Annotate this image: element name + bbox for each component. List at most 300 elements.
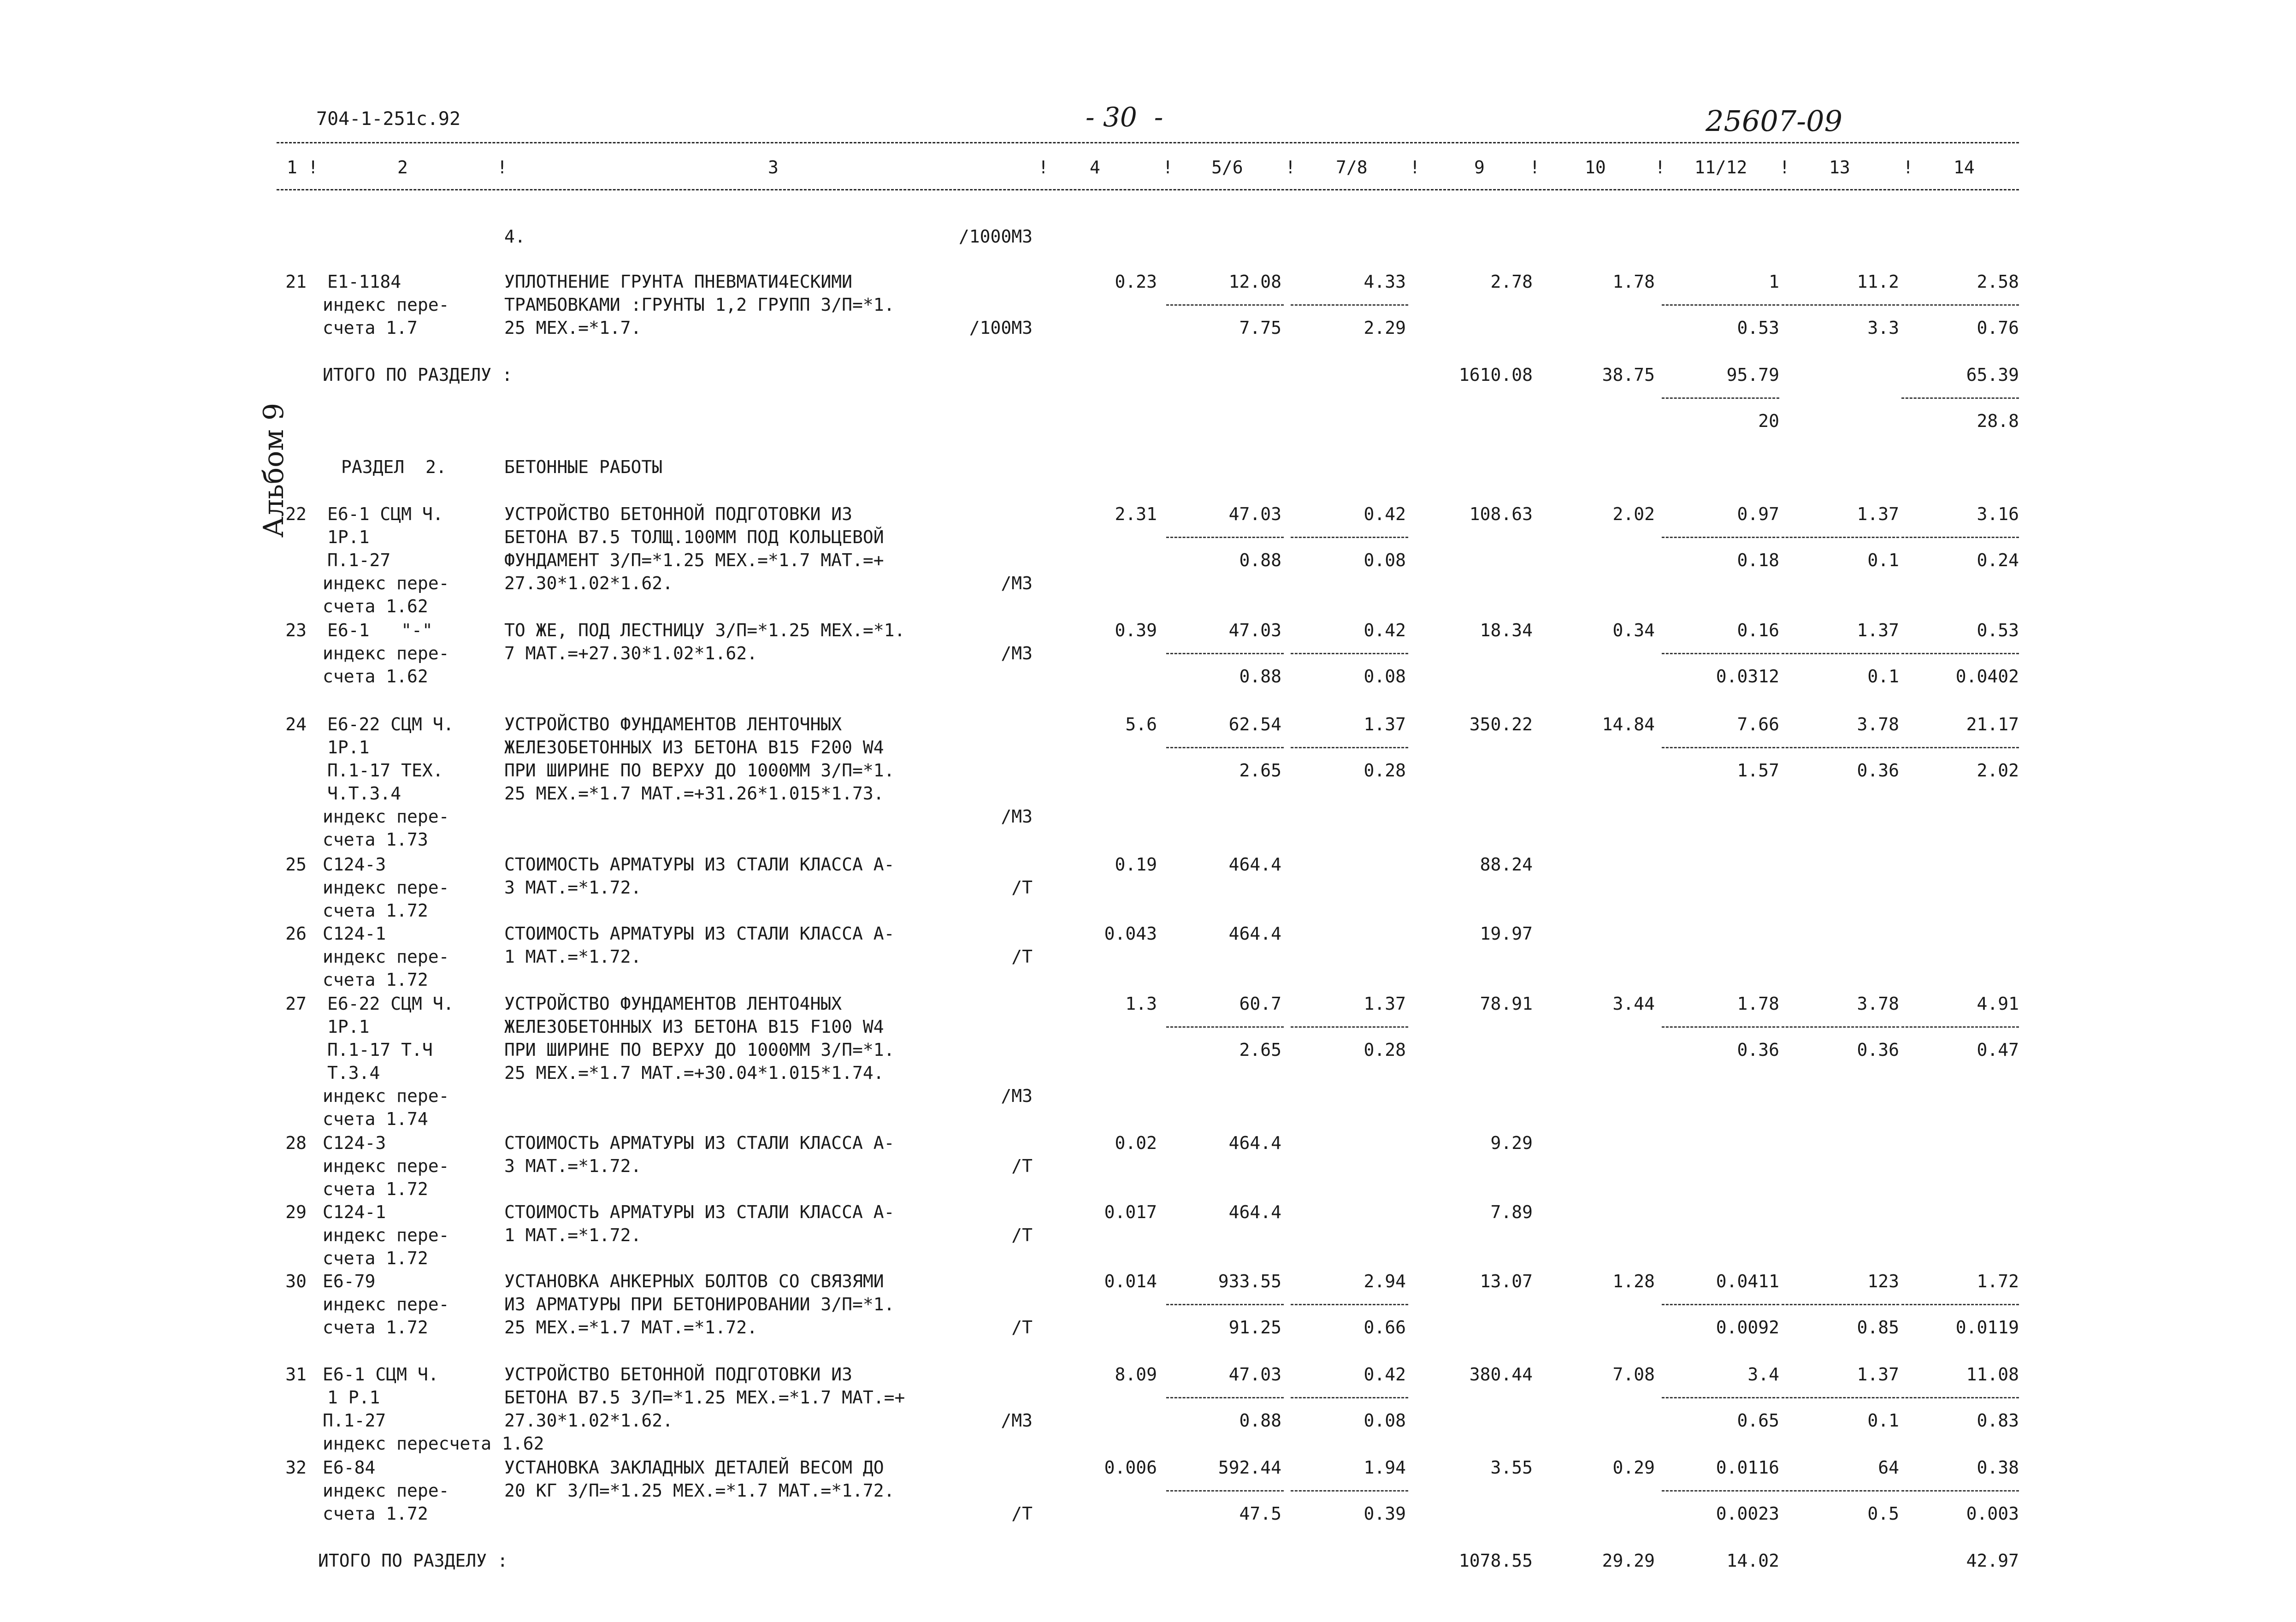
row-code: счета 1.72 — [323, 1317, 428, 1338]
separator — [1782, 1026, 1899, 1028]
separator — [1662, 537, 1779, 538]
column-header: ! — [1285, 157, 1296, 178]
row-description: 25 МЕХ.=*1.7 МАТ.=*1.72. — [504, 1317, 758, 1338]
section-title: БЕТОННЫЕ РАБОТЫ — [504, 457, 663, 477]
column-header: 9 — [1474, 157, 1485, 178]
cell-col1112-sub: 0.0023 — [1716, 1504, 1779, 1524]
separator — [1166, 653, 1284, 654]
column-header: ! — [1779, 157, 1790, 178]
cell-col1112-sub: 0.18 — [1737, 550, 1779, 570]
row-description: СТОИМОСТЬ АРМАТУРЫ ИЗ СТАЛИ КЛАССА А- — [504, 1202, 895, 1222]
cell-col4: 0.017 — [1104, 1202, 1157, 1222]
row-number: 22 — [285, 504, 307, 524]
separator — [1901, 747, 2019, 748]
row-description: ЖЕЛЕЗОБЕТОННЫХ ИЗ БЕТОНА В15 F100 W4 — [504, 1017, 884, 1037]
row-code: счета 1.72 — [323, 1179, 428, 1199]
row-number: 25 — [285, 854, 307, 875]
row-code: Е6-1 СЦМ Ч. — [327, 504, 443, 524]
row-description: УСТРОЙСТВО ФУНДАМЕНТОВ ЛЕНТОЧНЫХ — [504, 714, 842, 734]
separator — [1662, 1304, 1779, 1305]
separator — [1662, 397, 1779, 399]
cell-col14: 2.58 — [1977, 272, 2019, 292]
separator — [1662, 1026, 1779, 1028]
cell-col56: 47.03 — [1228, 504, 1281, 524]
cell-col14-sub: 0.0119 — [1955, 1317, 2019, 1338]
cell-col9: 7.89 — [1490, 1202, 1533, 1222]
separator — [1291, 1026, 1408, 1028]
row-number: 31 — [285, 1364, 307, 1385]
total-label: ИТОГО ПО РАЗДЕЛУ : — [318, 1551, 508, 1571]
cell-col13-sub: 0.36 — [1857, 1040, 1899, 1060]
header-rule-bottom — [277, 189, 2019, 190]
row-code: Е6-1 "-" — [327, 620, 433, 640]
separator — [1901, 653, 2019, 654]
page-number: - 30 - — [1086, 101, 1163, 133]
cell-col1112-sub: 0.53 — [1737, 318, 1779, 338]
row-number: 21 — [285, 272, 307, 292]
document-number: 25607-09 — [1706, 104, 1843, 138]
separator — [1782, 537, 1899, 538]
row-number: 27 — [285, 994, 307, 1014]
cell-col9: 19.97 — [1480, 923, 1533, 944]
row-code: С124-1 — [323, 1202, 386, 1222]
cell-col13-sub: 0.1 — [1867, 550, 1899, 570]
row-description: ИЗ АРМАТУРЫ ПРИ БЕТОНИРОВАНИИ З/П=*1. — [504, 1294, 895, 1314]
separator — [1291, 1304, 1408, 1305]
column-header: 14 — [1954, 157, 1975, 178]
row-code: Ч.Т.3.4 — [327, 783, 401, 804]
cell-col56-sub: 0.88 — [1239, 666, 1281, 687]
cell-col56: 60.7 — [1239, 994, 1281, 1014]
cell-col78-sub: 0.28 — [1363, 1040, 1406, 1060]
unit: /М3 — [1001, 806, 1033, 827]
row-code: индекс пере- — [323, 295, 449, 315]
column-header: 4 — [1090, 157, 1100, 178]
cell-col78-sub: 0.08 — [1363, 666, 1406, 687]
separator — [1662, 1397, 1779, 1398]
separator — [1166, 747, 1284, 748]
separator — [1662, 653, 1779, 654]
cell-col10: 0.29 — [1612, 1457, 1655, 1478]
row-code: 1 Р.1 — [327, 1387, 380, 1408]
row-code: 1Р.1 — [327, 737, 370, 758]
cell-col4: 0.006 — [1104, 1457, 1157, 1478]
row-description: ПРИ ШИРИНЕ ПО ВЕРХУ ДО 1000ММ З/П=*1. — [504, 1040, 895, 1060]
section-number: 4. — [504, 226, 525, 247]
column-header: 13 — [1829, 157, 1850, 178]
row-description: БЕТОНА В7.5 ТОЛЩ.100ММ ПОД КОЛЬЦЕВОЙ — [504, 527, 884, 547]
row-code: С124-3 — [323, 1133, 386, 1153]
cell-col1112: 0.0411 — [1716, 1271, 1779, 1291]
separator — [1782, 747, 1899, 748]
separator — [1291, 1397, 1408, 1398]
row-description: УСТАНОВКА АНКЕРНЫХ БОЛТОВ СО СВЯЗЯМИ — [504, 1271, 884, 1291]
cell-col1112: 95.79 — [1726, 365, 1779, 385]
unit: /100М3 — [969, 318, 1033, 338]
cell-col14-sub: 0.0402 — [1955, 666, 2019, 687]
cell-col4: 0.23 — [1115, 272, 1157, 292]
cell-col1112: 0.97 — [1737, 504, 1779, 524]
separator — [1662, 747, 1779, 748]
cell-col56-sub: 7.75 — [1239, 318, 1281, 338]
column-header: 3 — [768, 157, 779, 178]
document-code: 704-1-251с.92 — [316, 108, 461, 130]
cell-col56: 464.4 — [1228, 1202, 1281, 1222]
cell-col14: 4.91 — [1977, 994, 2019, 1014]
separator — [1291, 304, 1408, 306]
cell-col13-sub: 0.36 — [1857, 760, 1899, 781]
cell-col1112: 0.16 — [1737, 620, 1779, 640]
cell-col13: 3.78 — [1857, 994, 1899, 1014]
cell-col56: 47.03 — [1228, 620, 1281, 640]
row-number: 23 — [285, 620, 307, 640]
row-code: Е6-22 СЦМ Ч. — [327, 994, 454, 1014]
cell-col56: 47.03 — [1228, 1364, 1281, 1385]
cell-col1112: 1 — [1769, 272, 1779, 292]
cell-col78-sub: 2.29 — [1363, 318, 1406, 338]
row-number: 24 — [285, 714, 307, 734]
cell-col78-sub: 0.08 — [1363, 1410, 1406, 1431]
cell-col4: 0.043 — [1104, 923, 1157, 944]
unit: /Т — [1011, 1156, 1033, 1176]
row-description: УСТРОЙСТВО ФУНДАМЕНТОВ ЛЕНТО4НЫХ — [504, 994, 842, 1014]
cell-col78: 0.42 — [1363, 620, 1406, 640]
cell-col1112-sub: 0.36 — [1737, 1040, 1779, 1060]
cell-col56: 12.08 — [1228, 272, 1281, 292]
row-description: УСТРОЙСТВО БЕТОННОЙ ПОДГОТОВКИ ИЗ — [504, 1364, 852, 1385]
row-code: индекс пере- — [323, 1225, 449, 1245]
cell-col9: 18.34 — [1480, 620, 1533, 640]
cell-col13-sub: 0.1 — [1867, 1410, 1899, 1431]
row-code: индекс пере- — [323, 806, 449, 827]
row-code: С124-1 — [323, 923, 386, 944]
separator — [1901, 1397, 2019, 1398]
cell-col56-sub: 0.88 — [1239, 550, 1281, 570]
row-code: индекс пере- — [323, 1480, 449, 1501]
cell-col1112-sub: 1.57 — [1737, 760, 1779, 781]
unit: /Т — [1011, 1317, 1033, 1338]
cell-col14: 0.38 — [1977, 1457, 2019, 1478]
row-description: 25 МЕХ.=*1.7 МАТ.=+30.04*1.015*1.74. — [504, 1063, 884, 1083]
separator — [1901, 304, 2019, 306]
cell-col10: 29.29 — [1602, 1551, 1655, 1571]
row-code: счета 1.62 — [323, 666, 428, 687]
row-description: 27.30*1.02*1.62. — [504, 1410, 673, 1431]
cell-col78-sub: 0.08 — [1363, 550, 1406, 570]
row-code: счета 1.72 — [323, 900, 428, 921]
row-code: индекс пересчета 1.62 — [323, 1433, 544, 1454]
row-description: БЕТОНА В7.5 З/П=*1.25 МЕХ.=*1.7 МАТ.=+ — [504, 1387, 905, 1408]
column-header: 1 ! — [287, 157, 319, 178]
cell-col13-sub: 0.5 — [1867, 1504, 1899, 1524]
separator — [1291, 1490, 1408, 1492]
cell-col13-sub: 3.3 — [1867, 318, 1899, 338]
separator — [1901, 1026, 2019, 1028]
cell-col78: 4.33 — [1363, 272, 1406, 292]
cell-col1112: 0.0116 — [1716, 1457, 1779, 1478]
cell-col4: 5.6 — [1125, 714, 1157, 734]
cell-col4: 0.39 — [1115, 620, 1157, 640]
unit: /М3 — [1001, 1410, 1033, 1431]
column-header: ! — [497, 157, 508, 178]
cell-col1112-sub: 0.65 — [1737, 1410, 1779, 1431]
row-description: СТОИМОСТЬ АРМАТУРЫ ИЗ СТАЛИ КЛАССА А- — [504, 923, 895, 944]
cell-col14: 65.39 — [1966, 365, 2019, 385]
cell-col14: 11.08 — [1966, 1364, 2019, 1385]
cell-col10: 3.44 — [1612, 994, 1655, 1014]
total-label: ИТОГО ПО РАЗДЕЛУ : — [323, 365, 513, 385]
cell-col4: 0.02 — [1115, 1133, 1157, 1153]
cell-col56: 464.4 — [1228, 854, 1281, 875]
cell-col14-sub: 0.83 — [1977, 1410, 2019, 1431]
cell-col14: 0.53 — [1977, 620, 2019, 640]
cell-col14: 42.97 — [1966, 1551, 2019, 1571]
row-code: 1Р.1 — [327, 527, 370, 547]
column-header: ! — [1903, 157, 1913, 178]
row-description: 3 МАТ.=*1.72. — [504, 877, 642, 898]
cell-col78: 0.42 — [1363, 1364, 1406, 1385]
row-code: счета 1.74 — [323, 1109, 428, 1129]
column-header: 11/12 — [1694, 157, 1747, 178]
cell-col10: 38.75 — [1602, 365, 1655, 385]
separator — [1782, 1490, 1899, 1492]
cell-col9: 9.29 — [1490, 1133, 1533, 1153]
cell-col4: 8.09 — [1115, 1364, 1157, 1385]
column-header: 5/6 — [1211, 157, 1243, 178]
column-header: ! — [1163, 157, 1173, 178]
unit: /Т — [1011, 1504, 1033, 1524]
row-description: 25 МЕХ.=*1.7 МАТ.=+31.26*1.015*1.73. — [504, 783, 884, 804]
cell-col13-sub: 0.1 — [1867, 666, 1899, 687]
cell-col78: 0.42 — [1363, 504, 1406, 524]
header-rule-top — [277, 142, 2019, 143]
column-header: 2 — [397, 157, 408, 178]
unit: /1000М3 — [958, 226, 1033, 247]
row-description: 27.30*1.02*1.62. — [504, 573, 673, 593]
separator — [1901, 537, 2019, 538]
cell-col9: 88.24 — [1480, 854, 1533, 875]
separator — [1166, 304, 1284, 306]
row-code: индекс пере- — [323, 947, 449, 967]
cell-col1112: 14.02 — [1726, 1551, 1779, 1571]
row-code: Т.3.4 — [327, 1063, 380, 1083]
row-code: счета 1.72 — [323, 970, 428, 990]
cell-col56-sub: 47.5 — [1239, 1504, 1281, 1524]
cell-col13: 64 — [1878, 1457, 1899, 1478]
cell-col1112-sub: 0.0092 — [1716, 1317, 1779, 1338]
row-description: ПРИ ШИРИНЕ ПО ВЕРХУ ДО 1000ММ З/П=*1. — [504, 760, 895, 781]
column-header: ! — [1529, 157, 1540, 178]
cell-col78-sub: 0.28 — [1363, 760, 1406, 781]
cell-col9: 1610.08 — [1458, 365, 1533, 385]
row-code: П.1-17 Т.Ч — [327, 1040, 433, 1060]
cell-col4: 0.014 — [1104, 1271, 1157, 1291]
row-description: 25 МЕХ.=*1.7. — [504, 318, 642, 338]
cell-col10: 0.34 — [1612, 620, 1655, 640]
separator — [1782, 304, 1899, 306]
row-description: СТОИМОСТЬ АРМАТУРЫ ИЗ СТАЛИ КЛАССА А- — [504, 854, 895, 875]
separator — [1291, 653, 1408, 654]
cell-col14-sub: 0.76 — [1977, 318, 2019, 338]
row-description: 3 МАТ.=*1.72. — [504, 1156, 642, 1176]
column-header: ! — [1655, 157, 1665, 178]
row-code: индекс пере- — [323, 1294, 449, 1314]
row-number: 29 — [285, 1202, 307, 1222]
cell-col9: 350.22 — [1469, 714, 1533, 734]
separator — [1662, 304, 1779, 306]
cell-col10: 1.28 — [1612, 1271, 1655, 1291]
cell-col9: 78.91 — [1480, 994, 1533, 1014]
cell-col14-sub: 2.02 — [1977, 760, 2019, 781]
row-description: 1 МАТ.=*1.72. — [504, 1225, 642, 1245]
row-code: Е6-1 СЦМ Ч. — [323, 1364, 439, 1385]
row-code: индекс пере- — [323, 1156, 449, 1176]
row-code: индекс пере- — [323, 643, 449, 663]
row-number: 28 — [285, 1133, 307, 1153]
cell-col4: 1.3 — [1125, 994, 1157, 1014]
cell-col14: 1.72 — [1977, 1271, 2019, 1291]
row-code: счета 1.73 — [323, 829, 428, 850]
cell-col4: 0.19 — [1115, 854, 1157, 875]
cell-col13: 1.37 — [1857, 504, 1899, 524]
unit: /М3 — [1001, 573, 1033, 593]
row-code: П.1-27 — [323, 1410, 386, 1431]
album-label: Альбом 9 — [258, 403, 290, 538]
separator — [1901, 1490, 2019, 1492]
row-code: счета 1.72 — [323, 1248, 428, 1268]
cell-col13: 123 — [1867, 1271, 1899, 1291]
separator — [1662, 1490, 1779, 1492]
unit: /Т — [1011, 877, 1033, 898]
separator — [1166, 1490, 1284, 1492]
cell-col9: 13.07 — [1480, 1271, 1533, 1291]
row-description: 20 КГ З/П=*1.25 МЕХ.=*1.7 МАТ.=*1.72. — [504, 1480, 895, 1501]
unit: /М3 — [1001, 1086, 1033, 1106]
cell-col14: 3.16 — [1977, 504, 2019, 524]
cell-col13: 3.78 — [1857, 714, 1899, 734]
cell-col14-sub: 28.8 — [1977, 411, 2019, 431]
cell-col13: 1.37 — [1857, 1364, 1899, 1385]
row-code: П.1-27 — [327, 550, 391, 570]
cell-col4: 2.31 — [1115, 504, 1157, 524]
row-number: 32 — [285, 1457, 307, 1478]
row-description: УСТАНОВКА ЗАКЛАДНЫХ ДЕТАЛЕЙ ВЕСОМ ДО — [504, 1457, 884, 1478]
separator — [1291, 747, 1408, 748]
cell-col9: 108.63 — [1469, 504, 1533, 524]
row-description: УСТРОЙСТВО БЕТОННОЙ ПОДГОТОВКИ ИЗ — [504, 504, 852, 524]
separator — [1782, 1304, 1899, 1305]
separator — [1166, 1026, 1284, 1028]
row-code: счета 1.72 — [323, 1504, 428, 1524]
separator — [1166, 1397, 1284, 1398]
cell-col10: 7.08 — [1612, 1364, 1655, 1385]
cell-col78: 1.94 — [1363, 1457, 1406, 1478]
row-code: Е6-84 — [323, 1457, 376, 1478]
cell-col14-sub: 0.003 — [1966, 1504, 2019, 1524]
cell-col1112: 7.66 — [1737, 714, 1779, 734]
separator — [1782, 653, 1899, 654]
cell-col56-sub: 2.65 — [1239, 760, 1281, 781]
cell-col1112: 3.4 — [1747, 1364, 1779, 1385]
cell-col78: 1.37 — [1363, 714, 1406, 734]
column-header: ! — [1410, 157, 1420, 178]
row-description: ЖЕЛЕЗОБЕТОННЫХ ИЗ БЕТОНА В15 F200 W4 — [504, 737, 884, 758]
cell-col9: 1078.55 — [1458, 1551, 1533, 1571]
separator — [1901, 1304, 2019, 1305]
row-description: УПЛОТНЕНИЕ ГРУНТА ПНЕВМАТИ4ЕСКИМИ — [504, 272, 852, 292]
section-label: РАЗДЕЛ 2. — [341, 457, 447, 477]
row-code: С124-3 — [323, 854, 386, 875]
row-number: 30 — [285, 1271, 307, 1291]
cell-col14: 21.17 — [1966, 714, 2019, 734]
cell-col56: 464.4 — [1228, 1133, 1281, 1153]
column-header: 10 — [1585, 157, 1606, 178]
row-code: П.1-17 ТЕХ. — [327, 760, 443, 781]
unit: /М3 — [1001, 643, 1033, 663]
row-code: счета 1.7 — [323, 318, 418, 338]
cell-col1112: 1.78 — [1737, 994, 1779, 1014]
column-header: 7/8 — [1336, 157, 1368, 178]
cell-col56-sub: 91.25 — [1228, 1317, 1281, 1338]
cell-col78: 2.94 — [1363, 1271, 1406, 1291]
cell-col14-sub: 0.24 — [1977, 550, 2019, 570]
unit: /Т — [1011, 1225, 1033, 1245]
cell-col10: 1.78 — [1612, 272, 1655, 292]
separator — [1291, 537, 1408, 538]
row-code: индекс пере- — [323, 1086, 449, 1106]
cell-col10: 2.02 — [1612, 504, 1655, 524]
cell-col1112-sub: 20 — [1758, 411, 1779, 431]
row-description: ТО ЖЕ, ПОД ЛЕСТНИЦУ З/П=*1.25 МЕХ.=*1. — [504, 620, 905, 640]
cell-col10: 14.84 — [1602, 714, 1655, 734]
row-number: 26 — [285, 923, 307, 944]
cell-col13-sub: 0.85 — [1857, 1317, 1899, 1338]
separator — [1166, 1304, 1284, 1305]
row-code: счета 1.62 — [323, 596, 428, 616]
row-code: Е6-79 — [323, 1271, 376, 1291]
cell-col1112-sub: 0.0312 — [1716, 666, 1779, 687]
cell-col56: 464.4 — [1228, 923, 1281, 944]
row-description: 7 МАТ.=+27.30*1.02*1.62. — [504, 643, 758, 663]
cell-col14-sub: 0.47 — [1977, 1040, 2019, 1060]
cell-col56-sub: 2.65 — [1239, 1040, 1281, 1060]
cell-col9: 380.44 — [1469, 1364, 1533, 1385]
cell-col9: 2.78 — [1490, 272, 1533, 292]
cell-col78-sub: 0.66 — [1363, 1317, 1406, 1338]
separator — [1901, 397, 2019, 399]
cell-col13: 1.37 — [1857, 620, 1899, 640]
cell-col56: 62.54 — [1228, 714, 1281, 734]
cell-col56-sub: 0.88 — [1239, 1410, 1281, 1431]
cell-col56: 933.55 — [1218, 1271, 1281, 1291]
row-description: 1 МАТ.=*1.72. — [504, 947, 642, 967]
cell-col13: 11.2 — [1857, 272, 1899, 292]
row-code: индекс пере- — [323, 573, 449, 593]
row-description: ФУНДАМЕНТ З/П=*1.25 МЕХ.=*1.7 МАТ.=+ — [504, 550, 884, 570]
cell-col9: 3.55 — [1490, 1457, 1533, 1478]
cell-col78: 1.37 — [1363, 994, 1406, 1014]
row-code: Е1-1184 — [327, 272, 401, 292]
row-code: Е6-22 СЦМ Ч. — [327, 714, 454, 734]
cell-col78-sub: 0.39 — [1363, 1504, 1406, 1524]
unit: /Т — [1011, 947, 1033, 967]
row-code: индекс пере- — [323, 877, 449, 898]
row-code: 1Р.1 — [327, 1017, 370, 1037]
cell-col56: 592.44 — [1218, 1457, 1281, 1478]
row-description: ТРАМБОВКАМИ :ГРУНТЫ 1,2 ГРУПП З/П=*1. — [504, 295, 895, 315]
separator — [1166, 537, 1284, 538]
column-header: ! — [1038, 157, 1049, 178]
